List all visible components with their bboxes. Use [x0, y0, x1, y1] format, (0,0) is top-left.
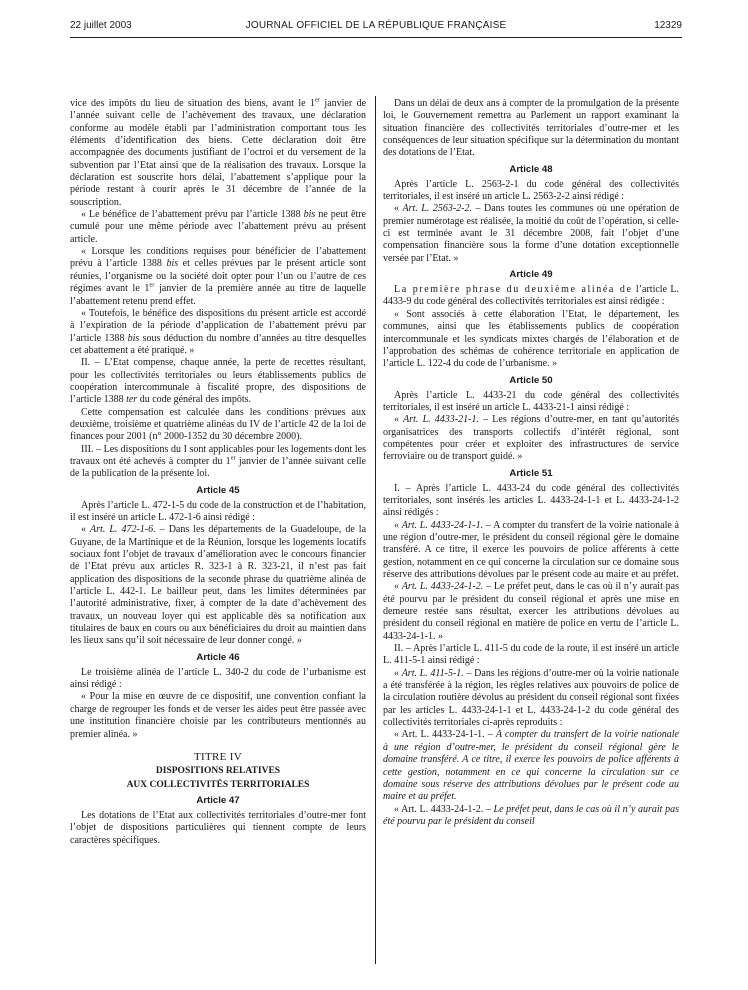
column-divider [375, 96, 376, 964]
paragraph: « Art. L. 2563-2-2. – Dans toutes les communes où une opération de premier numérotage est réalisée, la moitié du coût de l’opération, si celle-ci est terminée avant le 31 décembre 2008, fait l’objet d’une compensation financière sous la forme d’une dotation exceptionnelle versée par l’Etat. » [383, 203, 680, 264]
chapter-heading-line-2: AUX COLLECTIVITÉS TERRITORIALES [126, 779, 310, 790]
paragraph: Après l’article L. 4433-21 du code général des collectivités territoriales, il est inséré un article L. 4433-21-1 ainsi rédigé : [383, 389, 679, 413]
page-header [70, 20, 682, 36]
article-heading: Article 45 [196, 484, 240, 496]
header-journal-title: JOURNAL OFFICIEL DE LA RÉPUBLIQUE FRANÇAISE [245, 20, 507, 31]
paragraph: « Art. L. 4433-24-1-2. – Le préfet peut, dans le cas où il n’y aurait pas été pourvu par le président du conseil régional et après une mise en demeure restée sans résultat, exercer les attributions dévolues au président du conseil régional en matière de police en vertu de l’article L. 4433-24-1-1. » [383, 581, 679, 642]
article-heading: Article 46 [196, 651, 240, 663]
paragraph: « Art. L. 411-5-1. – Dans les régions d’outre-mer où la voirie nationale a été transférée à la région, les règles relatives aux pouvoirs de police de la circulation routière dévolus au président du conseil régional sont fixées par les articles L. 4433-24-1-1 et L. 4433-24-1-2 du code général des collectivités territoriales ci-après reproduits : [383, 667, 679, 729]
paragraph: « Art. L. 4433-24-1-2. – Le préfet peut, dans le cas où il n’y aurait pas été pourvu par le président du conseil [383, 803, 679, 827]
paragraph: « Toutefois, le bénéfice des dispositions du présent article est accordé à l’expiration de la période d’application de l’abattement prévu par l’article 1388 bis sous déduction du nombre d’années au titre desquelles cet abattement a été pratiqué. » [70, 307, 366, 356]
paragraph: « Art. L. 4433-21-1. – Les régions d’outre-mer, en tant qu’autorités organisatrices des transports collectifs d’intérêt régional, sont compétentes pour créer et exploiter des infrastructures de service ferroviaire ou de transport guidé. » [383, 414, 679, 463]
header-date: 22 juillet 2003 [70, 20, 132, 31]
paragraph: Après l’article L. 2563-2-1 du code général des collectivités territoriales, il est inséré un article L. 2563-2-2 ainsi rédigé : [383, 178, 679, 203]
paragraph: I. – Après l’article L. 4433-24 du code général des collectivités territoriales, sont insérés les articles L. 4433-24-1-1 et L. 4433-24-1-2 ainsi rédigés : [383, 482, 679, 519]
paragraph: II. – L’Etat compense, chaque année, la perte de recettes résultant, pour les collectivités territoriales ou leurs établissements publics de coopération intercommunale à fiscalité propre, des dispositions de l’article 1388 ter du code général des impôts. [70, 357, 366, 406]
paragraph: Dans un délai de deux ans à compter de la promulgation de la présente loi, le Gouvernement remettra au Parlement un rapport examinant la situation financière des collectivités territoriales d’outre-mer et les conséquences de leur situation spécifique sur la détermination du montant des dotations de l’Etat. [383, 98, 679, 159]
article-heading: Article 49 [509, 269, 553, 281]
paragraph: « Pour la mise en œuvre de ce dispositif, une convention confiant la charge de regrouper les fonds et de verser les aides peut être passée avec une institution financière choisie par les contributeurs mentionnés au premier alinéa. » [70, 691, 366, 740]
article-heading: Article 48 [509, 163, 553, 175]
paragraph: vice des impôts du lieu de situation des biens, avant le 1er janvier de l’année suivant celle de l’achèvement des travaux, une déclaration conforme au modèle établi par l’administration comportant tous les éléments d’identification des biens. Cette déclaration doit être accompagnée des documents justifiant de l’octroi et du versement de la subvention par l’Etat ainsi que de la réalisation des travaux. Lorsque la déclaration est souscrite hors délai, l’abattement s’applique pour la période restant à courir après le 31 décembre de l’année de la souscription. [70, 96, 367, 208]
left-column [70, 98, 366, 847]
paragraph: « Art. L. 472-1-6. – Dans les départements de la Guadeloupe, de la Guyane, de la Martinique et de la Réunion, lorsque les logements locatifs sociaux font l’objet de travaux d’amélioration avec le concours financier de l’Etat prévu aux articles R. 323-1 à R. 323-21, il n’est pas fait application des dispositions de la seconde phrase du quatrième alinéa de l’article L. 442-1. Le bailleur peut, dans les limites déterminées par l’autorité administrative, fixer, à compter de la date d’achèvement des travaux, un nouveau loyer qui est applicable dès sa notification aux titulaires de baux en cours ou aux bénéficiaires du droit au maintien dans les lieux sans qu’il soit nécessaire de leur donner congé. » [70, 524, 367, 647]
paragraph: « Le bénéfice de l’abattement prévu par l’article 1388 bis ne peut être cumulé pour une même période avec l’abattement prévu au présent article. [70, 209, 366, 245]
paragraph: Après l’article L. 472-1-5 du code de la construction et de l’habitation, il est inséré un article L. 472-1-6 ainsi rédigé : [70, 499, 366, 523]
article-heading: Article 47 [196, 794, 240, 806]
header-rule [70, 37, 682, 38]
paragraph: La première phrase du deuxième alinéa de l’article L. 4433-9 du code général des collectivités territoriales est ainsi rédigée : [383, 284, 679, 308]
paragraph: Les dotations de l’Etat aux collectivités territoriales d’outre-mer font l’objet de dispositions particulières qui tiennent compte de leurs caractères spécifiques. [70, 809, 366, 846]
paragraph: « Art. L. 4433-24-1-1. – A compter du transfert de la voirie nationale à une région d’outre-mer, le président du conseil régional gère le domaine transféré. A ce titre, il exerce les pouvoirs de police afférents à cette gestion, notamment en ce qui concerne la circulation sur ce domaine sous réserve des attributions dévolues par le présent code au maire et au préfet. [383, 729, 679, 803]
article-heading: Article 51 [509, 467, 553, 479]
paragraph: Cette compensation est calculée dans les conditions prévues aux deuxième, troisième et quatrième alinéas du IV de l’article 42 de la loi de finances pour 2001 (n° 2000-1352 du 30 décembre 2000). [70, 406, 366, 443]
paragraph: « Sont associés à cette élaboration l’Etat, le département, les communes, ainsi que les établissements publics de coopération intercommunale et les syndicats mixtes chargés de l’élaboration et de l’approbation des schémas de cohérence territoriale en application de l’article L. 122-4 du code de l’urbanisme. » [383, 308, 679, 370]
title-heading: TITRE IV [194, 750, 242, 763]
header-page-number: 12329 [654, 20, 682, 31]
right-column [383, 98, 679, 828]
paragraph: « Lorsque les conditions requises pour bénéficier de l’abattement prévu à l’article 1388 bis et celles prévues par le présent article sont réunies, l’organisme ou la société doit opter pour l’un ou l’autre de ces régimes avant le 1er janvier de la première année au titre de laquelle l’abattement retenu prend effet. [70, 246, 367, 307]
paragraph: Le troisième alinéa de l’article L. 340-2 du code de l’urbanisme est ainsi rédigé : [70, 666, 366, 691]
chapter-heading-line-1: DISPOSITIONS RELATIVES [155, 765, 281, 776]
paragraph: « Art. L. 4433-24-1-1. – A compter du transfert de la voirie nationale à une région d’outre-mer, le président du conseil régional gère le domaine transféré. A ce titre, il exerce les pouvoirs de police afférents à cette gestion, notamment en ce qui concerne la circulation sur ce domaine sous réserve des attributions dévolues par le présent code au maire et au préfet. [383, 519, 679, 580]
paragraph: II. – Après l’article L. 411-5 du code de la route, il est inséré un article L. 411-5-1 ainsi rédigé : [383, 643, 679, 667]
article-heading: Article 50 [509, 374, 553, 386]
paragraph: III. – Les dispositions du I sont applicables pour les logements dont les travaux ont été achevés à compter du 1er janvier de l’année suivant celle de la publication de la présente loi. [70, 443, 366, 480]
